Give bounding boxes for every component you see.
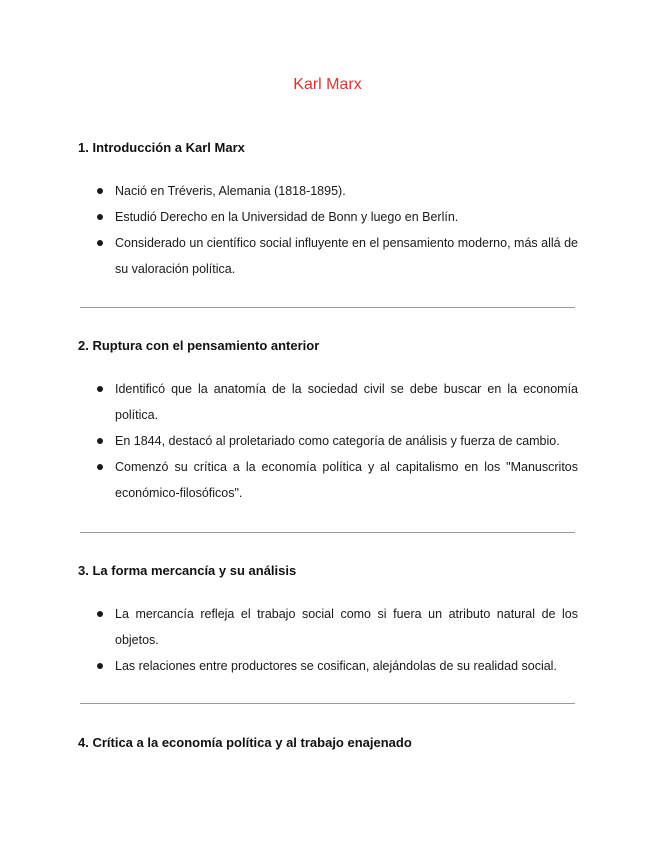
list-item-text: La mercancía refleja el trabajo social como si fuera un atributo natural de los objetos. [115, 607, 578, 647]
list-item-text: Las relaciones entre productores se cosifican, alejándolas de su realidad social. [115, 659, 557, 673]
bullet-list [78, 601, 578, 679]
section-critica [78, 735, 578, 751]
list-item [78, 230, 578, 282]
bullet-icon [97, 386, 103, 392]
bullet-icon [97, 188, 103, 194]
list-item [78, 653, 578, 679]
list-item-text: Considerado un científico social influyente en el pensamiento moderno, más allá de su valoración política. [115, 236, 578, 276]
bullet-icon [97, 464, 103, 470]
list-item [78, 454, 578, 506]
list-item-text: Estudió Derecho en la Universidad de Bonn y luego en Berlín. [115, 210, 459, 224]
bullet-icon [97, 438, 103, 444]
section-divider [80, 703, 575, 704]
list-item-text: En 1844, destacó al proletariado como categoría de análisis y fuerza de cambio. [115, 434, 560, 448]
section-heading: 4. Crítica a la economía política y al trabajo enajenado [78, 735, 412, 750]
section-heading: 3. La forma mercancía y su análisis [78, 563, 297, 578]
list-item-text: Nació en Tréveris, Alemania (1818-1895). [115, 184, 346, 198]
list-item [78, 178, 578, 204]
list-item [78, 204, 578, 230]
bullet-list [78, 178, 578, 282]
section-introduccion [78, 140, 578, 282]
list-item-text: Comenzó su crítica a la economía política y al capitalismo en los "Manuscritos económico-filosóficos". [115, 460, 578, 500]
list-item-text: Identificó que la anatomía de la sociedad civil se debe buscar en la economía política. [115, 382, 578, 422]
list-item [78, 376, 578, 428]
list-item [78, 601, 578, 653]
section-divider [80, 532, 575, 533]
bullet-list [78, 376, 578, 506]
list-item [78, 428, 578, 454]
bullet-icon [97, 240, 103, 246]
document-title: Karl Marx [293, 76, 362, 93]
section-heading: 1. Introducción a Karl Marx [78, 140, 245, 155]
bullet-icon [97, 663, 103, 669]
section-heading: 2. Ruptura con el pensamiento anterior [78, 338, 320, 353]
bullet-icon [97, 611, 103, 617]
section-ruptura [78, 338, 578, 506]
section-forma-mercancia [78, 563, 578, 679]
bullet-icon [97, 214, 103, 220]
section-divider [80, 307, 575, 308]
